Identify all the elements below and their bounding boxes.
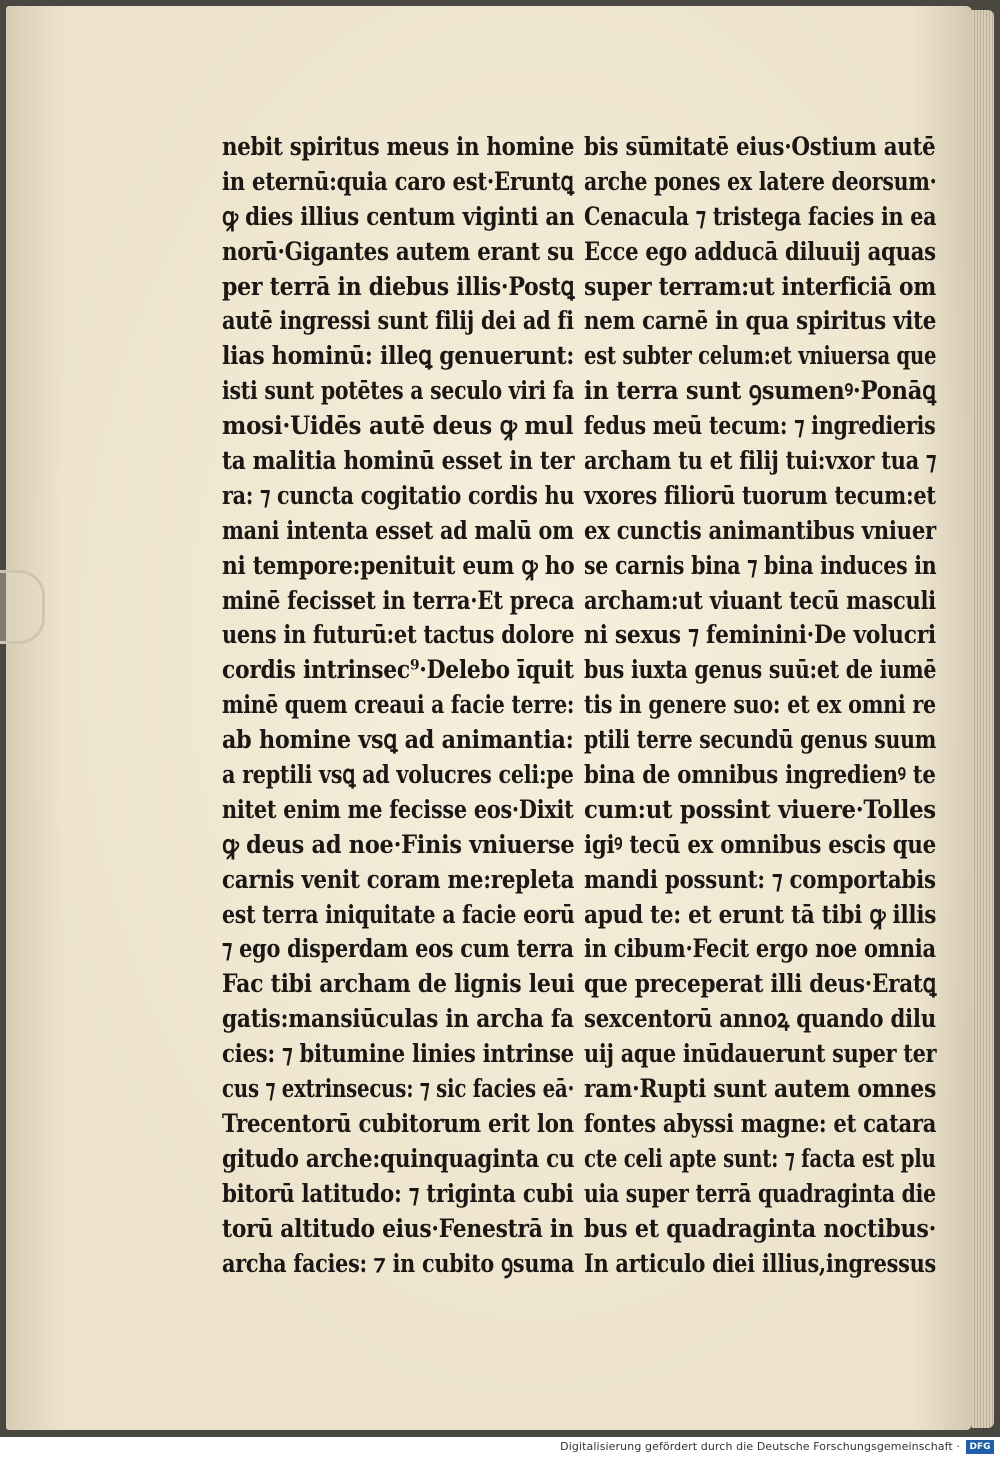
dfg-logo: DFG (966, 1440, 994, 1454)
text-line: ptili terre secundū genus suum (584, 725, 937, 755)
book-page (6, 6, 972, 1430)
text-line: cus ⁊ extrinsecus: ⁊ sic facies eā· (222, 1074, 575, 1104)
text-line: bina de omnibus ingredienꝰ te (584, 760, 936, 790)
text-line: archam tu et filij tui:vxor tua ⁊ (584, 446, 937, 476)
text-line: cies: ⁊ bitumine linies intrinse (222, 1039, 574, 1069)
text-line: archa facies: ⁊ in cubito ꝯsuma (222, 1248, 575, 1278)
text-line: bus et quadraginta noctibus· (584, 1213, 937, 1243)
text-line: igiꝰ tecū ex omnibus escis que (584, 829, 936, 859)
text-line: isti sunt potētes a seculo viri fa (222, 376, 575, 406)
text-line: archam:ut viuant tecū masculi (584, 585, 936, 615)
text-line: minē quem creaui a facie terre: (222, 690, 575, 720)
text-line: se carnis bina ⁊ bina induces in (584, 550, 937, 580)
text-line: ꝙ deus ad noe·Finis vniuerse (222, 829, 575, 859)
text-line: est terra iniquitate a facie eorū (222, 899, 575, 929)
text-line: minē fecisset in terra·Et preca (222, 585, 575, 615)
text-line: ni sexus ⁊ feminini·De volucri (584, 620, 936, 650)
text-line: bus iuxta genus suū:et de iumē (584, 655, 937, 685)
text-column-left (222, 130, 582, 1281)
text-line: vxores filiorū tuorum tecum:et (584, 480, 936, 510)
text-line: que preceperat illi deus·Eratꝗ (584, 969, 937, 999)
text-line: sexcentorū annoꝝ quando dilu (584, 1004, 936, 1034)
text-line: bitorū latitudo: ⁊ triginta cubi (222, 1178, 574, 1208)
text-line: In articulo diei illius,ingressus (584, 1248, 936, 1278)
page-edge-stack (972, 10, 994, 1428)
text-line: apud te: et erunt tā tibi ꝙ illis (584, 899, 937, 929)
text-line: ra: ⁊ cuncta cogitatio cordis hu (222, 480, 575, 510)
text-line: fedus meū tecum: ⁊ ingredieris (584, 411, 936, 441)
text-line: cum:ut possint viuere·Tolles (584, 794, 936, 824)
text-line: Cenacula ⁊ tristega facies in ea (584, 201, 937, 231)
digitization-credit: Digitalisierung gefördert durch die Deutsche Forschungsgemeinschaft · (560, 1440, 960, 1453)
text-line: uia super terrā quadraginta die (584, 1178, 936, 1208)
text-line: cte celi apte sunt: ⁊ facta est plu (584, 1143, 936, 1173)
text-line: est subter celum:et vniuersa que (584, 341, 937, 371)
text-line: in eternū:quia caro est·Eruntꝗ (222, 166, 574, 196)
text-line: nebit spiritus meus in homine (222, 132, 575, 161)
text-line: carnis venit coram me:repleta (222, 864, 575, 894)
text-line: super terram:ut interficiā om (584, 271, 937, 301)
text-column-right (584, 130, 944, 1281)
text-line: gitudo arche:quinquaginta cu (222, 1143, 575, 1173)
text-line: nitet enim me fecisse eos·Dixit (222, 794, 574, 824)
text-line: ⁊ ego disperdam eos cum terra (222, 934, 574, 964)
text-line: Fac tibi archam de lignis leui (222, 969, 575, 999)
text-line: tis in genere suo: et ex omni re (584, 690, 936, 720)
text-line: mandi possunt: ⁊ comportabis (584, 864, 936, 894)
text-line: Ecce ego adducā diluuij aquas (584, 236, 936, 266)
text-line: ꝙ dies illius centum viginti an (222, 201, 575, 231)
text-line: ex cunctis animantibus vniuer (584, 515, 936, 545)
text-line: mani intenta esset ad malū om (222, 515, 574, 545)
text-line: norū·Gigantes autem erant su (222, 236, 575, 266)
book-clasp (0, 570, 45, 644)
text-line: bis sūmitatē eius·Ostium autē (584, 132, 936, 161)
text-line: mosi·Uidēs autē deus ꝙ mul (222, 411, 574, 441)
text-line: a reptili vsꝗ ad volucres celi:pe (222, 760, 574, 790)
text-line: fontes abyssi magne: et catara (584, 1108, 937, 1138)
text-line: autē ingressi sunt filij dei ad fi (222, 306, 574, 336)
text-line: in terra sunt ꝯsumenꝰ·Ponāꝗ (584, 376, 936, 406)
text-line: Trecentorū cubitorum erit lon (222, 1108, 574, 1138)
text-line: torū altitudo eius·Fenestrā in (222, 1213, 574, 1243)
text-line: cordis intrinsec⁹·Delebo īquit (222, 655, 574, 685)
text-line: gatis:mansiūculas in archa fa (222, 1004, 574, 1034)
text-line: arche pones ex latere deorsum· (584, 166, 937, 196)
text-line: ni tempore:penituit eum ꝙ ho (222, 550, 575, 580)
text-line: ab homine vsꝗ ad animantia: (222, 725, 574, 755)
text-line: nem carnē in qua spiritus vite (584, 306, 937, 336)
footer-bar (0, 1437, 1000, 1457)
text-line: in cibum·Fecit ergo noe omnia (584, 934, 936, 964)
text-line: uens in futurū:et tactus dolore (222, 620, 575, 650)
text-line: ram·Rupti sunt autem omnes (584, 1074, 937, 1104)
text-line: per terrā in diebus illis·Postꝗ (222, 271, 575, 301)
text-line: lias hominū: illeꝗ genuerunt: (222, 341, 575, 371)
text-line: ta malitia hominū esset in ter (222, 446, 575, 476)
text-line: uij aque inūdauerunt super ter (584, 1039, 937, 1069)
